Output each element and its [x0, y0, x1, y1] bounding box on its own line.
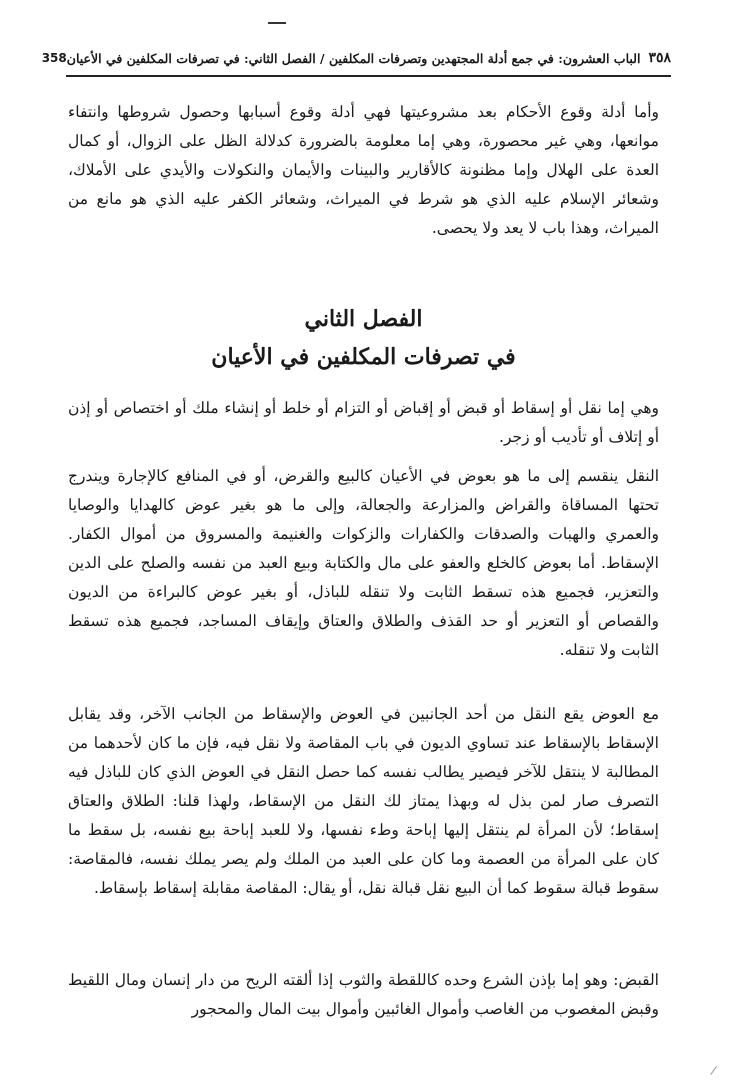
header-title: الباب العشرون: في جمع أدلة المجتهدين وتصرفات المكلفين / الفصل الثاني: في تصرفات المكلفين في الأعيان — [66, 50, 641, 66]
top-mark — [268, 22, 286, 24]
paragraph-possession: القبض: وهو إما بإذن الشرع وحده كاللقطة والثوب إذا ألقته الريح من دار إنسان ومال اللقيط وقبض المغصوب من الغاصب وأموال الغائبين وأموال بيت المال والمحجور — [68, 971, 659, 1018]
page-number-arabic: ٣٥٨ — [648, 50, 671, 66]
chapter-subheading: في تصرفات المكلفين في الأعيان — [211, 344, 516, 370]
paragraph-types: وهي إما نقل أو إسقاط أو قبض أو إقباض أو التزام أو خلط أو إنشاء ملك أو اختصاص أو إذن أو إتلاف أو تأديب أو زجر. — [68, 399, 659, 446]
page-number: 358 — [41, 51, 67, 65]
paragraph-transfer: النقل ينقسم إلى ما هو بعوض في الأعيان كالبيع والقرض، أو في المنافع كالإجارة ويندرج تحتها المساقاة والقراض والمزارعة والجعالة، وإلى ما هو بغير عوض كالهدايا والوصايا والعمري والهبات والصدقات والكفارات والزكوات والغنيمة والمسروق من أموال الكفار. الإسقاط. أما بعوض كالخلع والعفو على مال والكتابة وبيع العبد من نفسه والصلح على الدين والتعزير، فجميع هذه تسقط الثابت ولا تنقله للباذل، أو بغير عوض كالبراءة من الديون والقصاص أو التعزير أو حد القذف والطلاق والعتاق وإيقاف المساجد، فجميع هذه تسقط الثابت ولا تنقله. — [68, 467, 659, 659]
header-rule — [66, 75, 671, 77]
corner-mark — [710, 1066, 726, 1082]
running-header — [41, 44, 671, 72]
paragraph-exchange: مع العوض يقع النقل من أحد الجانبين في العوض والإسقاط من الجانب الآخر، وقد يقابل الإسقاط بالإسقاط عند تساوي الديون في باب المقاصة ولا نقل فيه، فإن ما كان لأحدهما من المطالبة لا ينتقل للآخر فيصير يطالب نفسه كما حصل النقل في العوض الذي كان للباذل فيه التصرف صار لمن بذل له وبهذا يمتاز لك النقل من الإسقاط، ولهذا قلنا: الطلاق والعتاق إسقاط؛ لأن المرأة لم ينتقل إليها إباحة وطء نفسها، ولا للعبد إباحة بيع نفسه، بل سقط ما كان على المرأة من العصمة وما كان على العبد من الملك ولم يصر يملك نفسه، فالمقاصة: سقوط قبالة سقوط كما أن البيع نقل قبالة نقل، أو يقال: المقاصة مقابلة إسقاط بإسقاط. — [68, 705, 659, 897]
chapter-heading: الفصل الثاني — [304, 306, 423, 332]
paragraph-evidence: وأما أدلة وقوع الأحكام بعد مشروعيتها فهي أدلة وقوع أسبابها وحصول شروطها وانتفاء موانعها، وهي غير محصورة، وهي إما معلومة بالضرورة كدلالة الظل على الزوال، أو كمال العدة على الهلال وإما مظنونة كالأقارير والبينات والأيمان والنكولات والأيدي على الأملاك، وشعائر الإسلام عليه الذي هو شرط في الميراث، وشعائر الكفر عليه الذي هو مانع من الميراث، وهذا باب لا يعد ولا يحصى. — [68, 103, 659, 237]
